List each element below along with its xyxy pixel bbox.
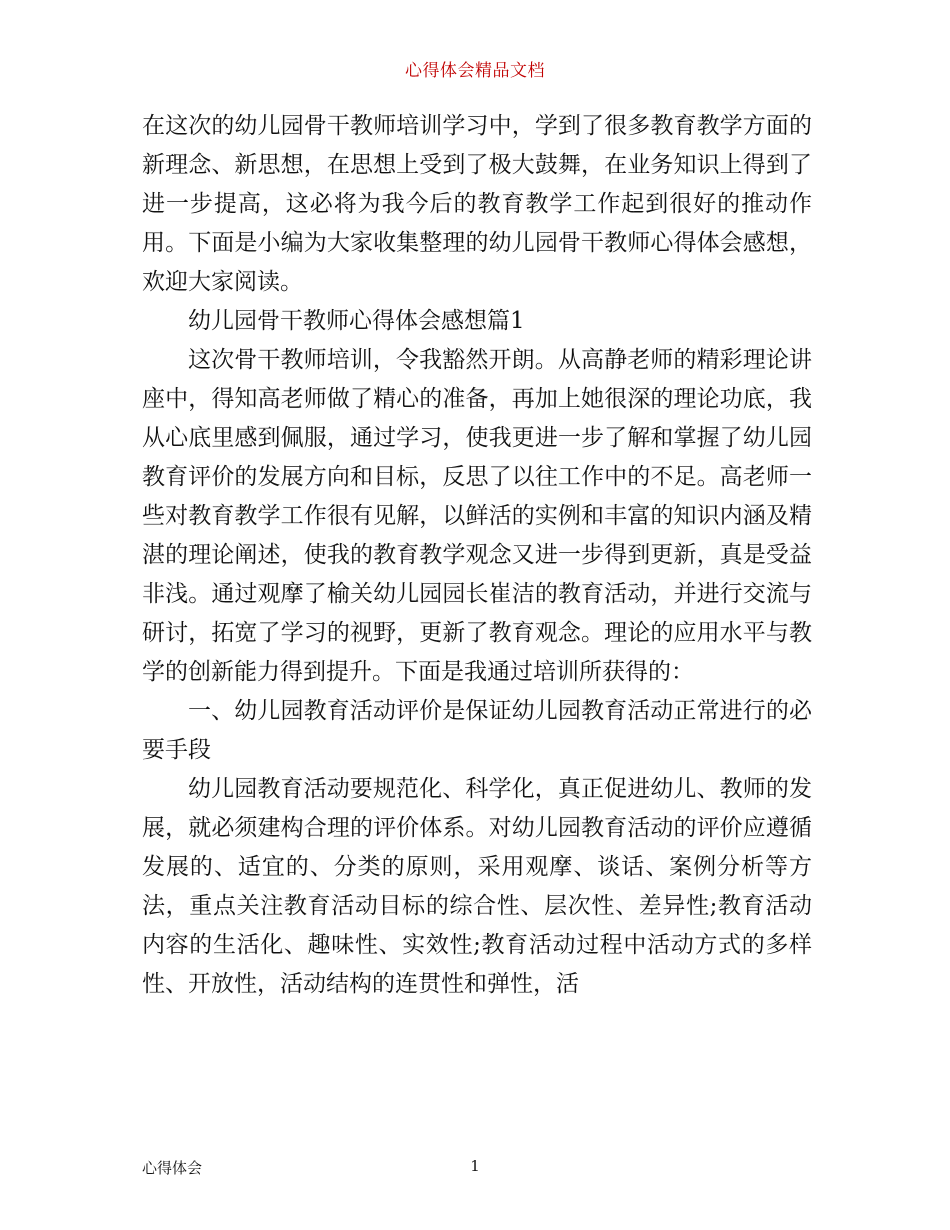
body-paragraph: 幼儿园教育活动要规范化、科学化，真正促进幼儿、教师的发展，就必须建构合理的评价体系。对幼儿园教育活动的评价应遵循发展的、适宜的、分类的原则，采用观摩、谈话、案例分析等方法，重点关注教育活动目标的综合性、层次性、差异性;教育活动内容的生活化、趣味性、实效性;教育活动过程中活动方式的多样性、开放性，活动结构的连贯性和弹性，活	[142, 776, 812, 997]
subsection-heading: 一、幼儿园教育活动评价是保证幼儿园教育活动正常进行的必要手段	[142, 698, 812, 763]
footer-label: 心得体会	[142, 1159, 203, 1177]
document-body	[142, 107, 812, 1004]
section-heading: 幼儿园骨干教师心得体会感想篇1	[188, 308, 525, 334]
page-number: 1	[470, 1157, 480, 1175]
body-paragraph: 这次骨干教师培训，令我豁然开朗。从高静老师的精彩理论讲座中，得知高老师做了精心的准备，再加上她很深的理论功底，我从心底里感到佩服，通过学习，使我更进一步了解和掌握了幼儿园教育评价的发展方向和目标，反思了以往工作中的不足。高老师一些对教育教学工作很有见解，以鲜活的实例和丰富的知识内涵及精湛的理论阐述，使我的教育教学观念又进一步得到更新，真是受益非浅。通过观摩了榆关幼儿园园长崔洁的教育活动，并进行交流与研讨，拓宽了学习的视野，更新了教育观念。理论的应用水平与教学的创新能力得到提升。下面是我通过培训所获得的：	[142, 347, 812, 685]
document-header-title: 心得体会精品文档	[405, 61, 545, 81]
intro-paragraph: 在这次的幼儿园骨干教师培训学习中，学到了很多教育教学方面的新理念、新思想，在思想上受到了极大鼓舞，在业务知识上得到了进一步提高，这必将为我今后的教育教学工作起到很好的推动作用。下面是小编为大家收集整理的幼儿园骨干教师心得体会感想，欢迎大家阅读。	[142, 113, 812, 295]
